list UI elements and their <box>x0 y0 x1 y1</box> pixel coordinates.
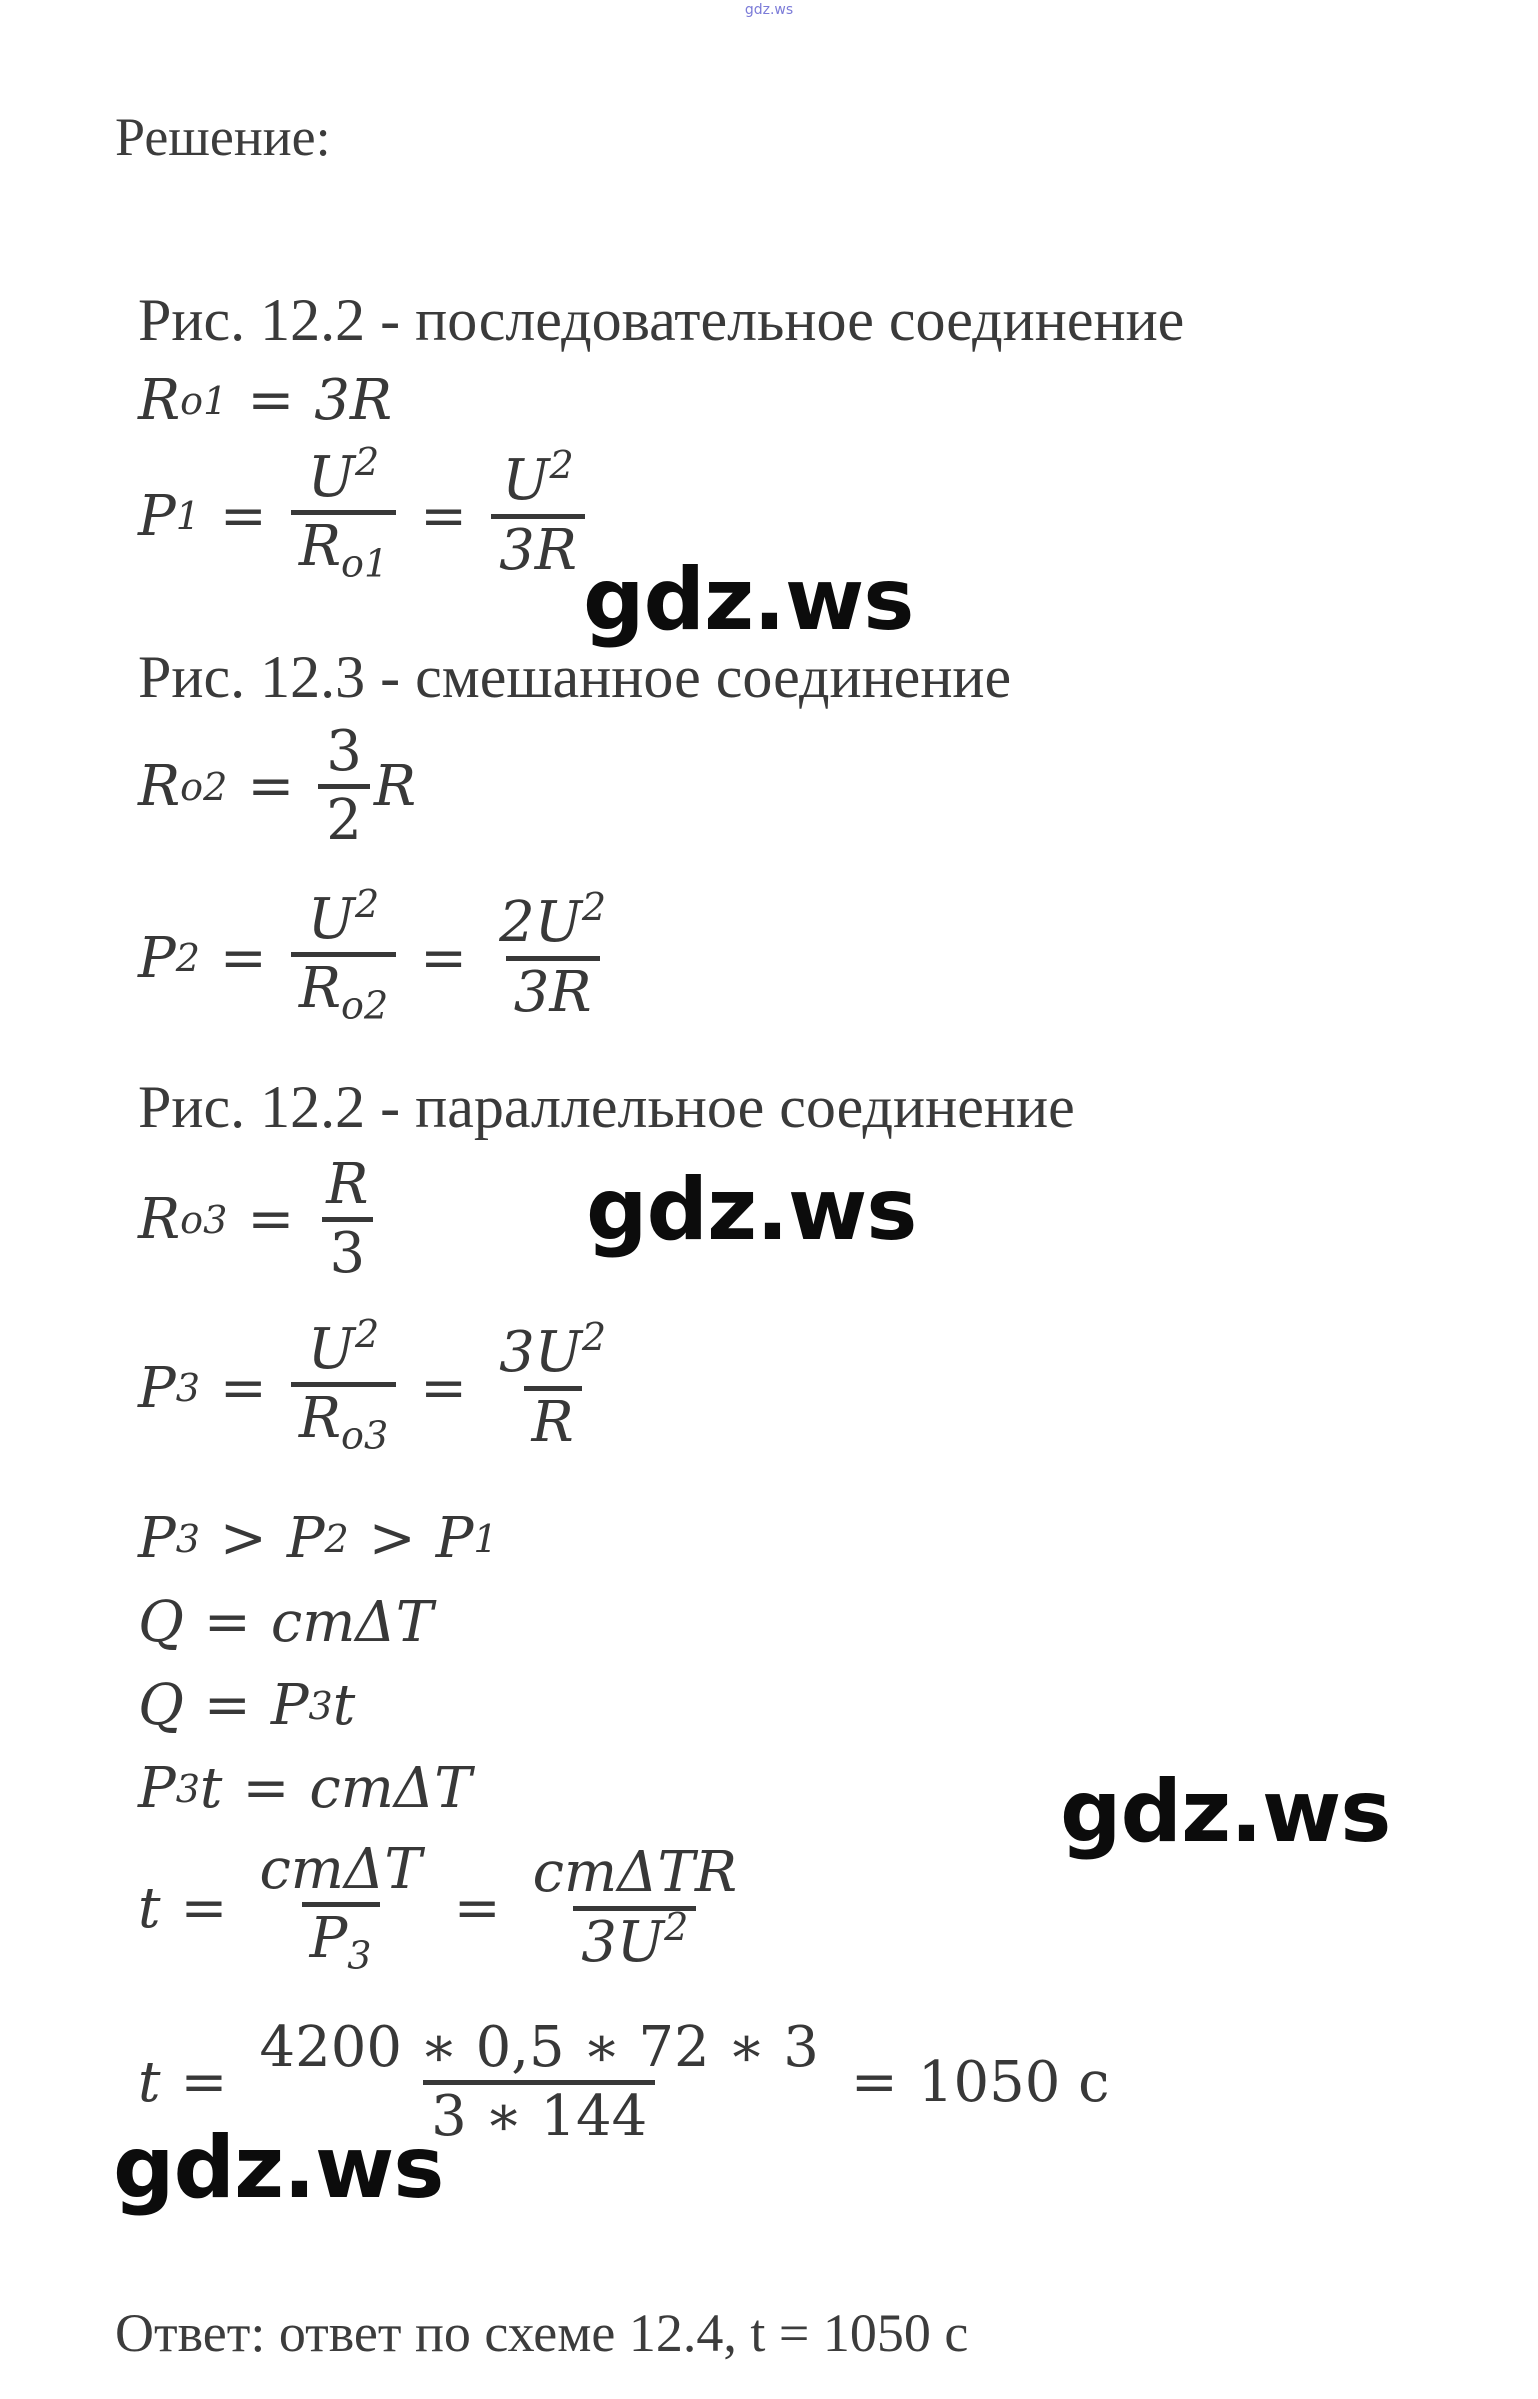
eq-compare: P 3 > P 2 > P 1 <box>138 1506 498 1571</box>
caption-parallel: Рис. 12.2 - параллельное соединение <box>138 1074 1075 1140</box>
watermark-4: gdz.ws <box>113 2118 444 2218</box>
watermark-1: gdz.ws <box>583 550 914 650</box>
eq-t-formula: t = $\frac{\text{cmΔT}}{P_3}$ = $\frac{\text{cmΔTR}}{3U^2}$ <box>138 1837 738 1978</box>
caption-series: Рис. 12.2 - последовательное соединение <box>138 287 1185 353</box>
watermark-2: gdz.ws <box>586 1160 917 1260</box>
eq-p3: P 3 = $\frac{U^2}{R_{o3}}$ = $\frac{3U^2}{R}$ <box>138 1312 607 1458</box>
answer-text: Ответ: ответ по схеме 12.4, t = 1050 с <box>115 2303 969 2363</box>
eq-q-heat: Q = cmΔT <box>138 1590 434 1655</box>
eq-p1: P 1 = $\frac{U^2}{R_{o1}}$ = $\frac{U^2}{3R}$ <box>138 446 589 587</box>
eq-ro3: R o3 = $\frac{R}{3}$ <box>138 1153 380 1287</box>
eq-balance: P 3 t = cmΔT <box>138 1756 472 1821</box>
watermark-3: gdz.ws <box>1060 1762 1391 1862</box>
eq-ro1: R o1 = 3R <box>138 368 393 433</box>
eq-p2: P 2 = $\frac{U^2}{R_{o2}}$ = $\frac{2U^2}{3R}$ <box>138 882 607 1028</box>
solution-label: Решение: <box>115 107 331 167</box>
eq-t-value: t = $\frac{4200 ∗ 0,5 ∗ 72 ∗ 3}{3 ∗ 144}$ = 1050 с <box>138 2015 1110 2150</box>
eq-ro2: R o2 = $\frac{3}{2}$ R <box>138 719 417 854</box>
eq-q-power: Q = P 3 t <box>138 1673 356 1738</box>
caption-mixed: Рис. 12.3 - смешанное соединение <box>138 644 1012 710</box>
top-watermark: gdz.ws <box>744 2 794 18</box>
